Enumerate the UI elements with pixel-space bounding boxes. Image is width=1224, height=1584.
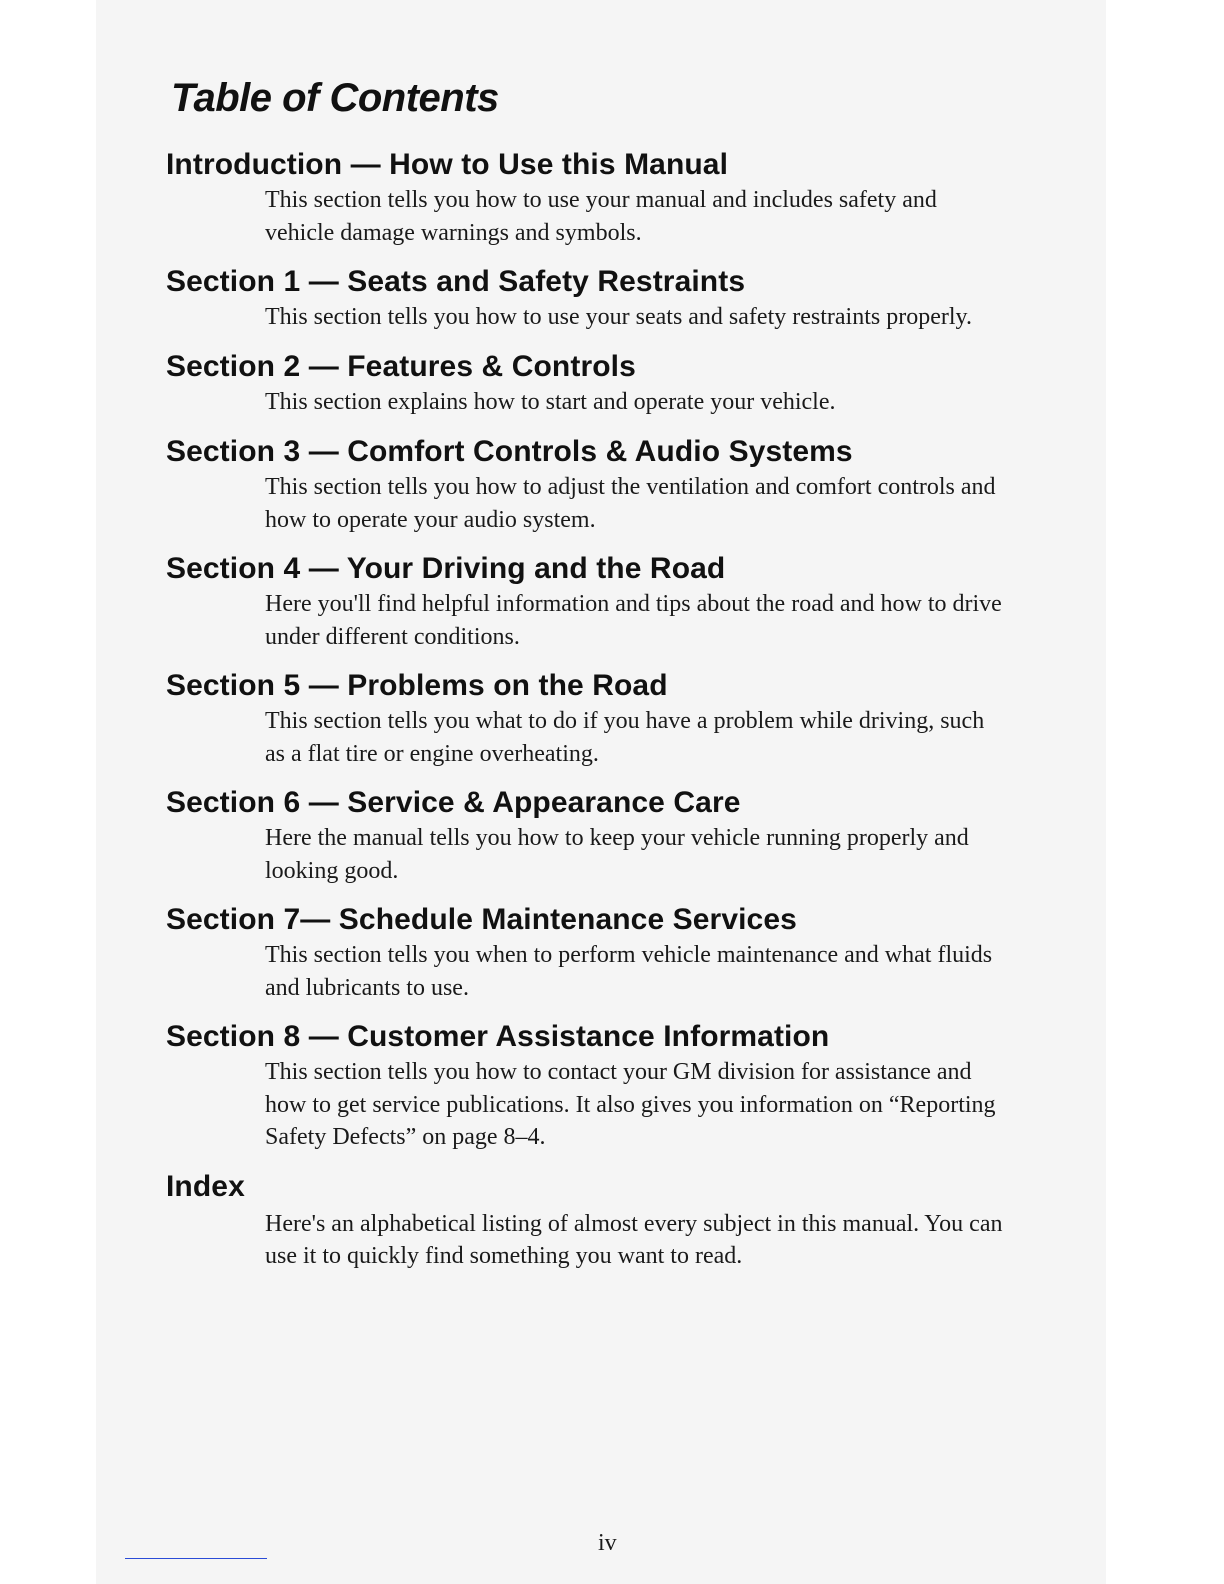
toc-description-index: Here's an alphabetical listing of almost every subject in this manual. You can use it to quickly find something you want to read.: [265, 1210, 1003, 1269]
toc-heading-section-8: Section 8 — Customer Assistance Information: [166, 1020, 830, 1053]
toc-description-section-2: This section explains how to start and operate your vehicle.: [265, 388, 836, 415]
toc-description-section-8: This section tells you how to contact your GM division for assistance and how to get service publications. It also gives you information on “Reporting Safety Defects” on page 8–4.: [265, 1059, 996, 1150]
page-title: Table of Contents: [171, 76, 499, 120]
toc-entry-index: [166, 1168, 1026, 1273]
toc-description-section-4: Here you'll find helpful information and tips about the road and how to drive under different conditions.: [265, 591, 1002, 650]
page-number: iv: [598, 1530, 617, 1556]
toc-entry-section-5: [166, 667, 1026, 770]
toc-description-section-7: This section tells you when to perform vehicle maintenance and what fluids and lubricants to use.: [265, 942, 993, 1001]
toc-entry-section-2: [166, 348, 1026, 419]
toc-heading-index: Index: [166, 1169, 245, 1203]
toc-entry-section-6: [166, 784, 1026, 887]
toc-entry-section-7: [166, 901, 1026, 1004]
toc-heading-section-1: Section 1 — Seats and Safety Restraints: [166, 265, 746, 298]
footer-link-underline[interactable]: [125, 1558, 267, 1559]
toc-heading-introduction: Introduction — How to Use this Manual: [166, 148, 729, 181]
toc-description-section-5: This section tells you what to do if you have a problem while driving, such as a flat tire or engine overheating.: [265, 708, 985, 767]
toc-heading-section-2: Section 2 — Features & Controls: [166, 349, 636, 383]
toc-heading-section-3: Section 3 — Comfort Controls & Audio Systems: [166, 435, 853, 468]
toc-list: [166, 146, 1026, 1273]
toc-heading-section-5: Section 5 — Problems on the Road: [166, 669, 668, 702]
toc-heading-section-7: Section 7— Schedule Maintenance Services: [166, 903, 797, 936]
toc-entry-introduction: [166, 146, 1026, 249]
toc-description-section-6: Here the manual tells you how to keep your vehicle running properly and looking good.: [265, 825, 969, 884]
toc-entry-section-1: [166, 263, 1026, 334]
toc-description-section-1: This section tells you how to use your seats and safety restraints properly.: [265, 304, 972, 330]
toc-entry-section-3: [166, 433, 1026, 536]
toc-description-section-3: This section tells you how to adjust the ventilation and comfort controls and how to operate your audio system.: [265, 474, 996, 533]
toc-heading-section-4: Section 4 — Your Driving and the Road: [166, 552, 726, 585]
toc-entry-section-4: [166, 550, 1026, 653]
toc-entry-section-8: [166, 1018, 1026, 1154]
toc-description-introduction: This section tells you how to use your manual and includes safety and vehicle damage warnings and symbols.: [265, 187, 937, 246]
toc-heading-section-6: Section 6 — Service & Appearance Care: [166, 786, 741, 819]
